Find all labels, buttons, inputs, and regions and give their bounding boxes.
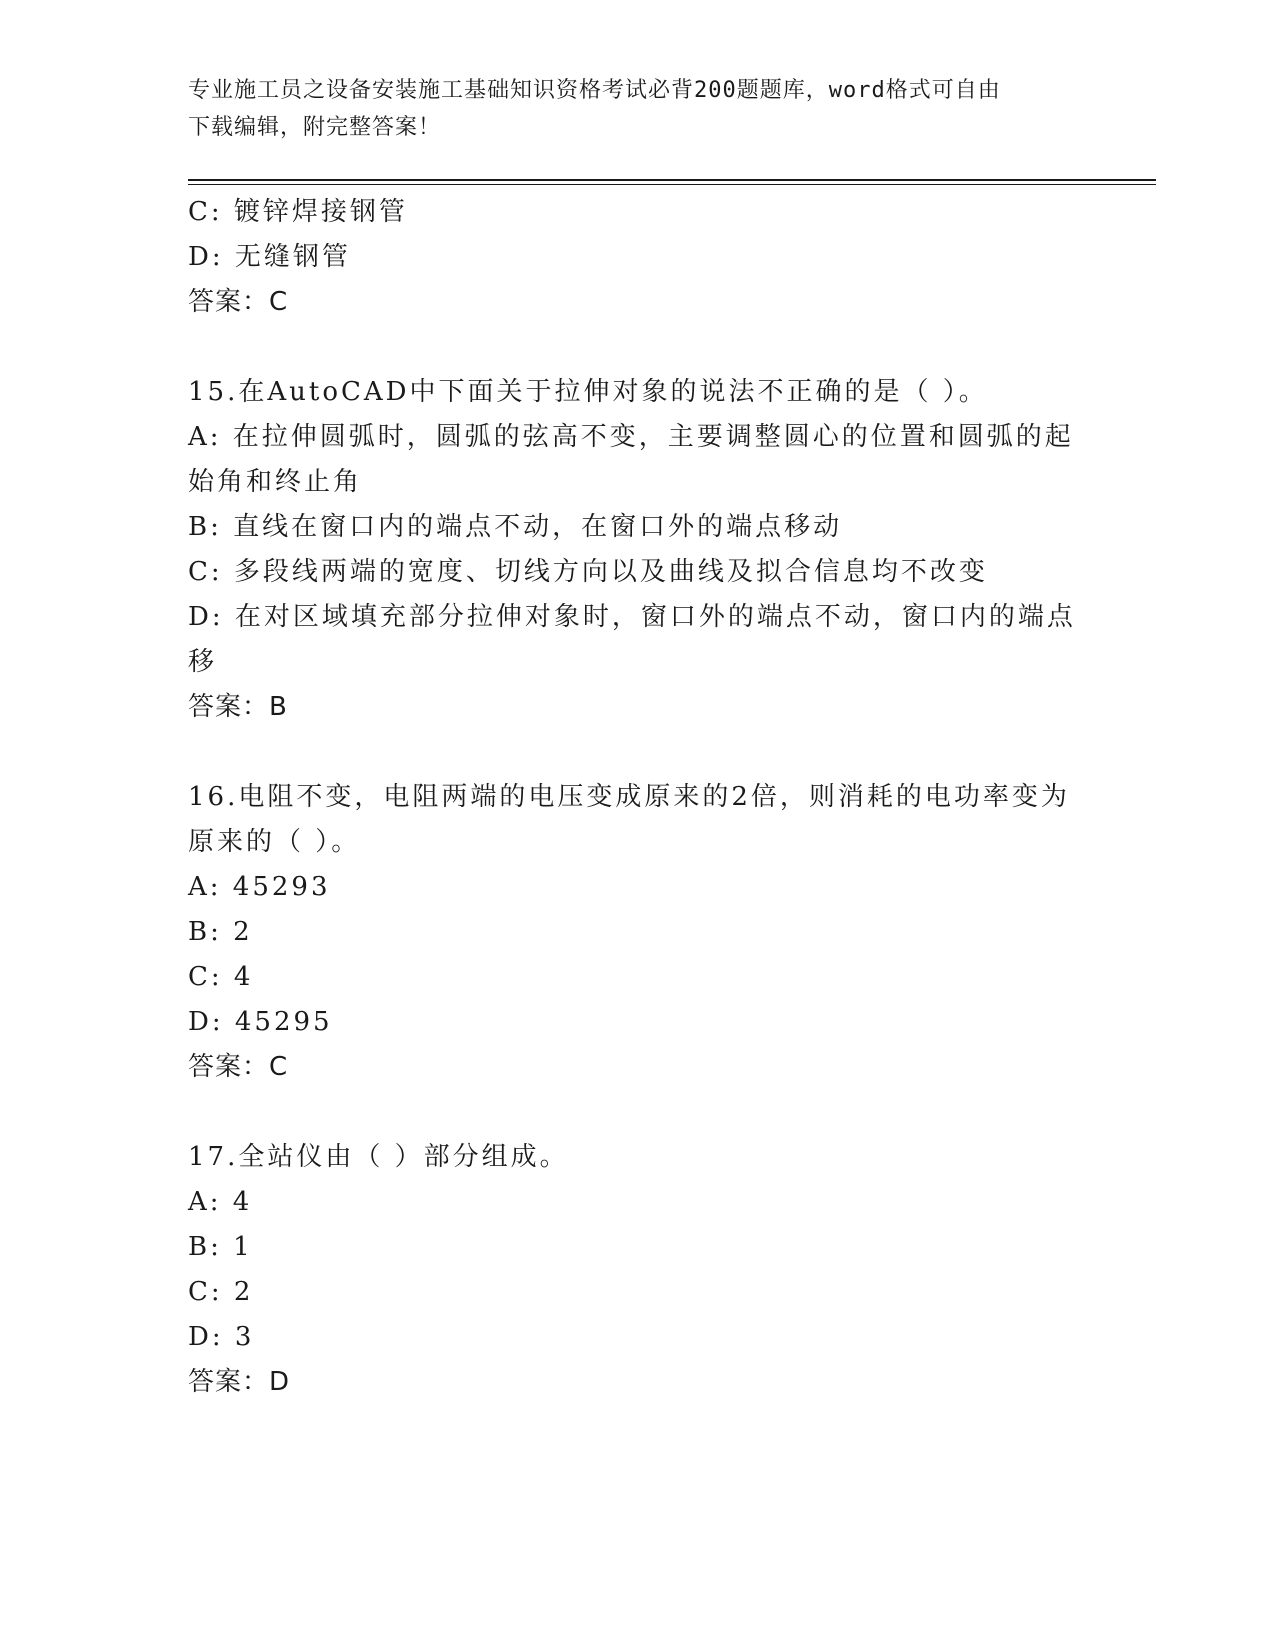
question-15 <box>188 370 1088 730</box>
option-d: D: 无缝钢管 <box>188 242 351 272</box>
option-d-line-1: D: 在对区域填充部分拉伸对象时，窗口外的端点不动，窗口内的端点 <box>188 602 1076 632</box>
question-17 <box>188 1135 1088 1405</box>
answer: 答案：D <box>188 1367 291 1397</box>
option-a: A: 45293 <box>188 872 331 902</box>
option-a-line-1: A: 在拉伸圆弧时，圆弧的弦高不变，主要调整圆心的位置和圆弧的起 <box>188 422 1074 452</box>
document-header <box>188 72 1088 146</box>
header-title-line-2: 下载编辑，附完整答案！ <box>188 115 442 140</box>
header-title-line-1: 专业施工员之设备安装施工基础知识资格考试必背200题题库，word格式可自由 <box>188 78 1001 103</box>
option-c: C: 多段线两端的宽度、切线方向以及曲线及拟合信息均不改变 <box>188 557 988 587</box>
option-d: D: 3 <box>188 1322 255 1352</box>
option-b: B: 2 <box>188 917 253 947</box>
option-a-line-2: 始角和终止角 <box>188 467 363 497</box>
option-c: C: 镀锌焊接钢管 <box>188 197 408 227</box>
spacer <box>188 325 1088 370</box>
option-c: C: 2 <box>188 1277 254 1307</box>
spacer <box>188 1090 1088 1135</box>
option-b: B: 1 <box>188 1232 253 1262</box>
answer: 答案：C <box>188 287 289 317</box>
header-divider-thin <box>188 184 1156 185</box>
question-14-tail <box>188 190 1088 325</box>
answer: 答案：B <box>188 692 288 722</box>
question-stem: 15.在AutoCAD中下面关于拉伸对象的说法不正确的是（ ）。 <box>188 377 988 407</box>
option-d-line-2: 移 <box>188 647 218 677</box>
header-divider-thick <box>188 179 1156 181</box>
question-content <box>188 190 1088 1405</box>
option-d: D: 45295 <box>188 1007 333 1037</box>
option-c: C: 4 <box>188 962 254 992</box>
question-stem-line-2: 原来的（ ）。 <box>188 827 361 857</box>
option-b: B: 直线在窗口内的端点不动，在窗口外的端点移动 <box>188 512 843 542</box>
option-a: A: 4 <box>188 1187 253 1217</box>
question-16 <box>188 775 1088 1090</box>
question-stem: 17.全站仪由（ ）部分组成。 <box>188 1142 569 1172</box>
spacer <box>188 730 1088 775</box>
question-stem-line-1: 16.电阻不变，电阻两端的电压变成原来的2倍，则消耗的电功率变为 <box>188 782 1070 812</box>
answer: 答案：C <box>188 1052 289 1082</box>
